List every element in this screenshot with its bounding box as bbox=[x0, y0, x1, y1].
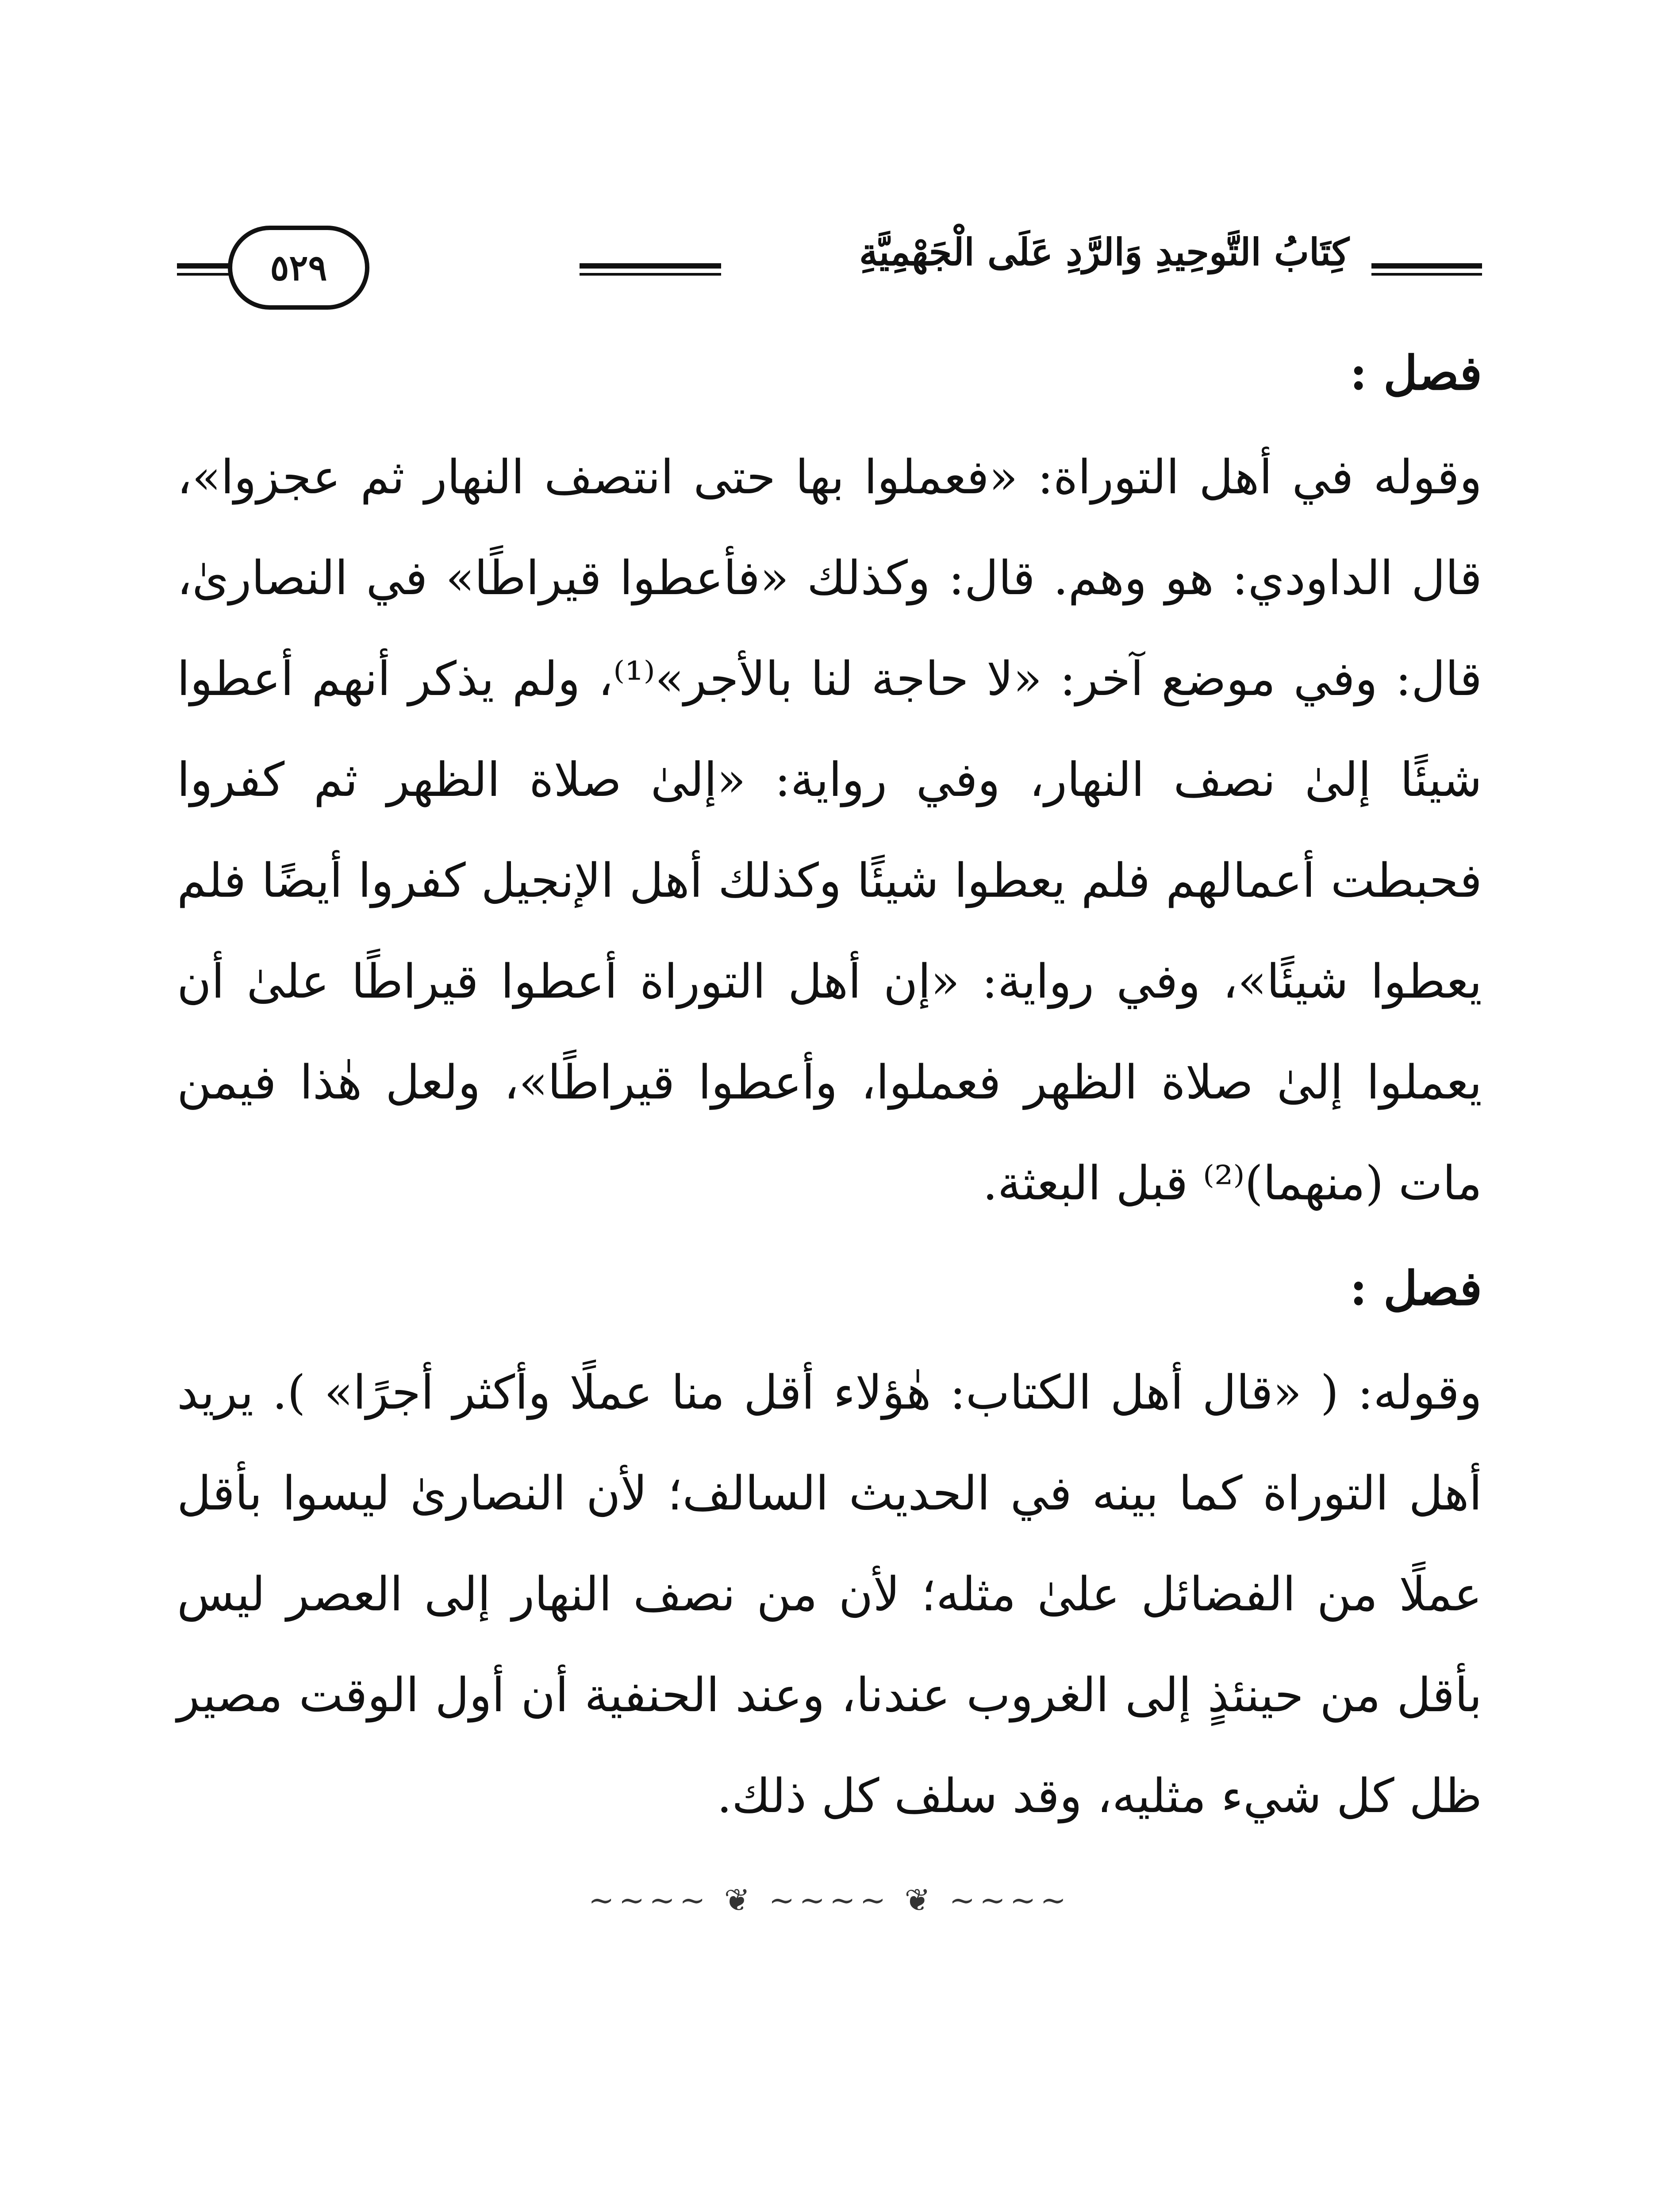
section-heading-2: فصل : bbox=[1350, 1260, 1482, 1316]
header-rule-right bbox=[1371, 263, 1482, 276]
paragraph: وقوله: ( «قال أهل الكتاب: هٰؤلاء أقل منا عملًا وأكثر أجرًا» ). يريد أهل التوراة كما بينه في الحديث السالف؛ لأن النصارىٰ ليسوا بأقل عملًا من الفضائل علىٰ مثله؛ لأن من نصف النهار إلى العصر ليس بأقل من حينئذٍ إلى الغروب عندنا، وعند الحنفية أن أول الوقت مصير ظل كل شيء مثليه، وقد سلف كل ذلك. bbox=[177, 1365, 1482, 1823]
section-body-1 bbox=[177, 427, 1482, 1234]
main-text bbox=[177, 345, 1482, 1954]
header-rule-middle bbox=[580, 263, 721, 276]
header-rule-left bbox=[177, 263, 230, 276]
page-number: ٥٢٩ bbox=[228, 226, 369, 310]
section-body-2 bbox=[177, 1342, 1482, 1847]
decorative-divider: ~~~~ ❦ ~~~~ ❦ ~~~~ bbox=[588, 1882, 1071, 1918]
book-title: كِتَابُ التَّوحِيدِ وَالرَّدِ عَلَى الْجَهْمِيَّةِ bbox=[859, 230, 1349, 274]
running-header bbox=[177, 212, 1482, 319]
section-heading-1: فصل : bbox=[1350, 345, 1482, 400]
paragraph: وقوله في أهل التوراة: «فعملوا بها حتى انتصف النهار ثم عجزوا»، قال الداودي: هو وهم. قال: وكذلك «فأعطوا قيراطًا» في النصارىٰ، قال: وفي موضع آخر: «لا حاجة لنا بالأجر»⁽¹⁾، ولم يذكر أنهم أعطوا شيئًا إلىٰ نصف النهار، وفي رواية: «إلىٰ صلاة الظهر ثم كفروا فحبطت أعمالهم فلم يعطوا شيئًا وكذلك أهل الإنجيل كفروا أيضًا فلم يعطوا شيئًا»، وفي رواية: «إن أهل التوراة أعطوا قيراطًا علىٰ أن يعملوا إلىٰ صلاة الظهر فعملوا، وأعطوا قيراطًا»، ولعل هٰذا فيمن مات (منهما)⁽²⁾ قبل البعثة. bbox=[177, 450, 1482, 1210]
